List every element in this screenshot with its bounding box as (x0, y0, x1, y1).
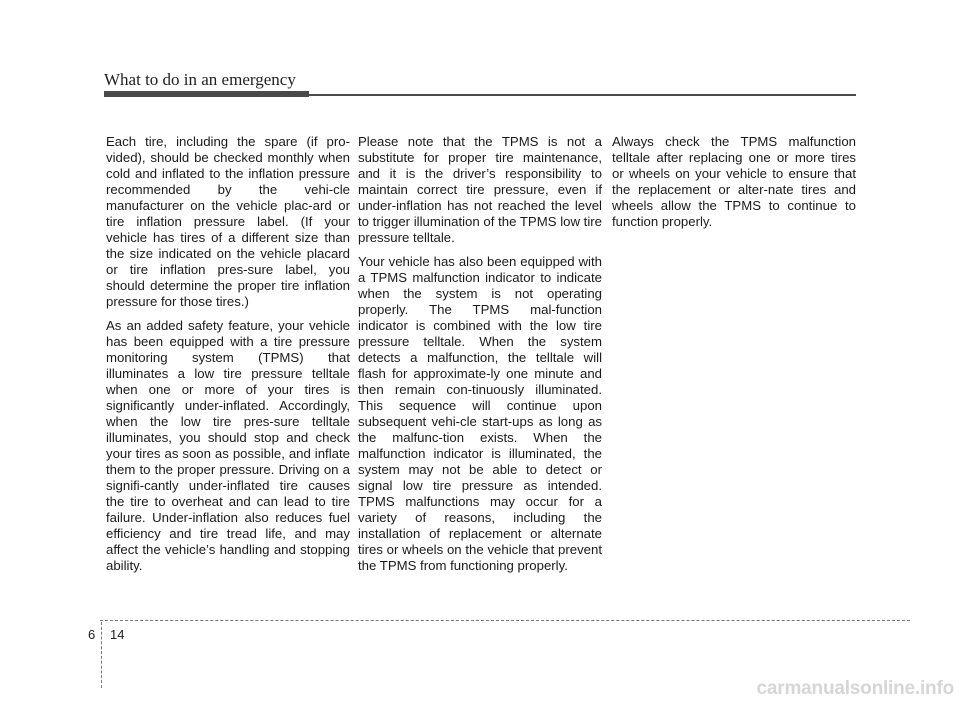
footer-vertical-rule (101, 622, 102, 688)
header-rule-thin (309, 94, 856, 96)
paragraph: Your vehicle has also been equipped with a TPMS malfunction indicator to indicate when the system is not operating properly. The TPMS mal-function indicator is combined with the low tire pressure telltale. When the system detects a malfunction, the telltale will flash for approximate-ly one minute and then remain con-tinuously illuminated. This sequence will continue upon subsequent vehi-cle start-ups as long as the malfunc-tion exists. When the malfunction indicator is illuminated, the system may not be able to detect or signal low tire pressure as intended. TPMS malfunctions may occur for a variety of reasons, including the installation of replacement or alternate tires or wheels on the vehicle that prevent the TPMS from functioning properly. (358, 254, 602, 573)
paragraph: Please note that the TPMS is not a substitute for proper tire maintenance, and it is the driver’s responsibility to maintain correct tire pressure, even if under-inflation has not reached the level to trigger illumination of the TPMS low tire pressure telltale. (358, 134, 602, 245)
page-header-title: What to do in an emergency (104, 70, 296, 89)
footer-rule (100, 620, 910, 621)
paragraph: Each tire, including the spare (if pro-vided), should be checked monthly when cold and inflated to the inflation pressure recommended by the vehi-cle manufacturer on the vehicle plac-ard or tire inflation pressure label. (If your vehicle has tires of a different size than the size indicated on the vehicle placard or tire inflation pres-sure label, you should determine the proper tire inflation pressure for those tires.) (106, 134, 350, 309)
header-rule-thick (104, 91, 309, 97)
text-column-3 (612, 134, 856, 238)
page-number: 14 (110, 627, 125, 642)
paragraph: As an added safety feature, your vehicle has been equipped with a tire pressure monitoring system (TPMS) that illuminates a low tire pressure telltale when one or more of your tires is significantly under-inflated. Accordingly, when the low tire pres-sure telltale illuminates, you should stop and check your tires as soon as possible, and inflate them to the proper pressure. Driving on a signifi-cantly under-inflated tire causes the tire to overheat and can lead to tire failure. Under-inflation also reduces fuel efficiency and tire tread life, and may affect the vehicle’s handling and stopping ability. (106, 318, 350, 573)
chapter-number: 6 (88, 627, 96, 642)
watermark: carmanualsonline.info (756, 678, 954, 699)
text-column-1 (106, 134, 350, 582)
text-column-2 (358, 134, 602, 582)
paragraph: Always check the TPMS malfunction telltale after replacing one or more tires or wheels on your vehicle to ensure that the replacement or alter-nate tires and wheels allow the TPMS to continue to function properly. (612, 134, 856, 229)
